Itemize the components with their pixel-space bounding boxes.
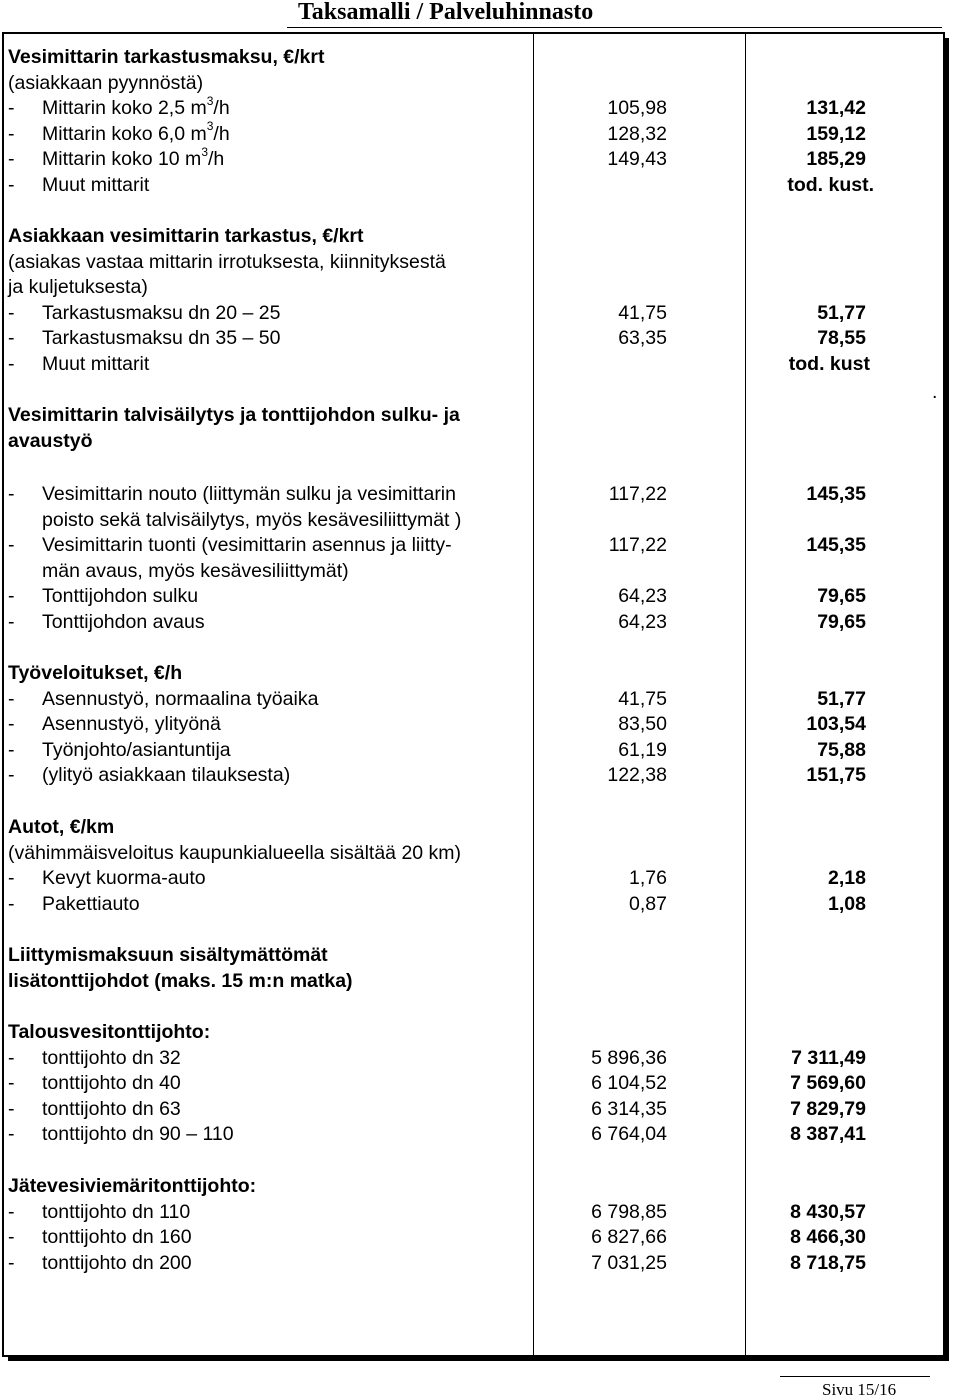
table-row: - Vesimittarin nouto (liittymän sulku ja vesimittarin 117,22 145,35 <box>8 482 928 508</box>
row-label: Mittarin koko 2,5 $m^3/h$ <box>42 93 230 120</box>
row-label-continuation: poisto sekä talvisäilytys, myös kesävesiliittymät ) <box>42 508 462 531</box>
row-label: Tarkastusmaksu dn 35 – 50 <box>42 327 281 350</box>
section-title-additional-service-pipes: Liittymismaksuun sisältymättömät <box>8 944 328 966</box>
table-row: - tonttijohto dn 32 5 896,36 7 311,49 <box>8 1046 928 1072</box>
row-label: Asennustyö, ylityönä <box>42 713 221 736</box>
row-label: Pakettiauto <box>42 892 140 915</box>
table-row: - Tonttijohdon avaus 64,23 79,65 <box>8 610 928 636</box>
price-vat-incl: 7 311,49 <box>791 1046 866 1069</box>
footer-rule <box>780 1376 930 1377</box>
price-vat0: 105,98 <box>607 97 667 120</box>
price-vat0: 6 104,52 <box>591 1072 667 1095</box>
section-subtitle: (asiakas vastaa mittarin irrotuksesta, kiinnityksestä <box>8 250 446 273</box>
header-rule <box>287 27 942 28</box>
section-subtitle: (asiakkaan pyynnöstä) <box>8 71 204 94</box>
section-title-meter-inspection-fee: Vesimittarin tarkastusmaksu, €/krt <box>8 46 325 68</box>
price-vat-incl: 7 829,79 <box>790 1097 866 1120</box>
price-vat-incl: 79,65 <box>817 585 866 608</box>
price-vat0: 6 314,35 <box>591 1097 667 1120</box>
row-label: Muut mittarit <box>42 174 150 196</box>
row-label: tonttijohto dn 40 <box>42 1072 181 1095</box>
section-title-labour-charges: Työveloitukset, €/h <box>8 662 183 684</box>
price-vat-incl: 131,42 <box>806 97 866 120</box>
table-row: - Kevyt kuorma-auto 1,76 2,18 <box>8 866 928 892</box>
price-vat-incl: 2,18 <box>828 867 866 890</box>
table-shadow-right <box>945 38 949 1361</box>
price-vat0: 128,32 <box>607 122 667 145</box>
price-vat0: 83,50 <box>618 713 667 736</box>
table-row: - Mittarin koko 2,5 $m^3/h$ 105,98 131,42 <box>8 96 928 122</box>
table-row-continuation <box>8 559 928 585</box>
price-vat0: 117,22 <box>608 483 667 505</box>
price-vat0: 0,87 <box>629 892 667 915</box>
table-row: - Asennustyö, normaalina työaika 41,75 51,77 <box>8 687 928 713</box>
price-vat-incl: 8 430,57 <box>790 1200 866 1223</box>
table-row: - (ylityö asiakkaan tilauksesta) 122,38 151,75 <box>8 763 928 789</box>
row-label: Tonttijohdon sulku <box>42 585 199 608</box>
price-vat0: 117,22 <box>608 534 667 557</box>
row-label: Asennustyö, normaalina työaika <box>42 687 319 710</box>
price-vat0: 64,23 <box>618 585 667 608</box>
row-label: Työnjohto/asiantuntija <box>42 738 231 761</box>
price-vat0: 5 896,36 <box>591 1046 667 1069</box>
table-row: - tonttijohto dn 63 6 314,35 7 829,79 <box>8 1097 928 1123</box>
price-vat-incl: tod. kust. <box>787 174 874 196</box>
table-row: - Muut mittarit tod. kust <box>8 352 928 378</box>
price-vat0: 6 798,85 <box>591 1200 667 1223</box>
price-vat0: 61,19 <box>618 738 667 761</box>
table-row: - tonttijohto dn 160 6 827,66 8 466,30 <box>8 1225 928 1251</box>
price-vat-incl: 8 466,30 <box>790 1226 866 1249</box>
table-row: - Mittarin koko 10 $m^3/h$ 149,43 185,29 <box>8 147 928 173</box>
table-row: - Asennustyö, ylityönä 83,50 103,54 <box>8 712 928 738</box>
price-vat-incl: 185,29 <box>806 148 866 171</box>
row-label: tonttijohto dn 90 – 110 <box>42 1123 234 1146</box>
price-vat0: 1,76 <box>629 867 667 890</box>
table-row: - Mittarin koko 6,0 $m^3/h$ 128,32 159,12 <box>8 122 928 148</box>
section-title-winter-storage: Vesimittarin talvisäilytys ja tonttijohdon sulku- ja <box>8 404 460 426</box>
table-shadow-bottom <box>8 1357 949 1361</box>
price-vat-incl: 79,65 <box>817 611 866 633</box>
price-vat-incl: 78,55 <box>817 327 866 350</box>
table-row: - Tonttijohdon sulku 64,23 79,65 <box>8 584 928 610</box>
price-vat0: 122,38 <box>607 764 667 787</box>
table-row: - tonttijohto dn 200 7 031,25 8 718,75 <box>8 1251 928 1277</box>
row-label: Mittarin koko 10 $m^3/h$ <box>42 144 225 171</box>
section-title-winter-storage-cont: avaustyö <box>8 429 93 452</box>
table-row: - Tarkastusmaksu dn 35 – 50 63,35 78,55 <box>8 326 928 352</box>
table-row: - Työnjohto/asiantuntija 61,19 75,88 <box>8 738 928 764</box>
row-label: Mittarin koko 6,0 $m^3/h$ <box>42 119 230 145</box>
price-vat-incl: 7 569,60 <box>790 1072 866 1095</box>
price-vat0: 63,35 <box>618 327 667 350</box>
price-vat-incl: 103,54 <box>806 713 866 736</box>
section-title-vehicles: Autot, €/km <box>8 816 115 838</box>
row-label: tonttijohto dn 160 <box>42 1226 192 1249</box>
price-vat-incl: 151,75 <box>806 764 866 787</box>
row-label: Kevyt kuorma-auto <box>42 867 206 890</box>
price-vat-incl: 8 718,75 <box>790 1251 866 1274</box>
table-row: - tonttijohto dn 40 6 104,52 7 569,60 <box>8 1071 928 1097</box>
price-vat-incl: 145,35 <box>806 534 866 557</box>
price-vat-incl: tod. kust <box>788 353 870 375</box>
row-label: tonttijohto dn 200 <box>42 1251 192 1274</box>
section-subtitle: ja kuljetuksesta) <box>8 276 148 299</box>
table-row: - Muut mittarit tod. kust. <box>8 173 928 199</box>
row-label: Vesimittarin tuonti (vesimittarin asennus ja liitty- <box>42 534 452 557</box>
table-row: - tonttijohto dn 110 6 798,85 8 430,57 <box>8 1200 928 1226</box>
price-vat-incl: 8 387,41 <box>790 1123 866 1146</box>
price-vat0: 6 764,04 <box>591 1123 667 1146</box>
price-vat-incl: 51,77 <box>817 301 866 324</box>
price-vat0: 149,43 <box>607 148 667 171</box>
row-label: Muut mittarit <box>42 353 150 375</box>
stray-dot: . <box>932 381 938 403</box>
price-vat-incl: 51,77 <box>817 687 866 710</box>
page-title: Taksamalli / Palveluhinnasto <box>298 0 594 25</box>
price-vat-incl: 145,35 <box>806 483 866 505</box>
row-label: tonttijohto dn 32 <box>42 1046 181 1069</box>
section-title-customer-meter-inspection: Asiakkaan vesimittarin tarkastus, €/krt <box>8 225 364 247</box>
price-vat0: 41,75 <box>618 687 667 710</box>
row-label: Tarkastusmaksu dn 20 – 25 <box>42 301 281 324</box>
price-vat0: 64,23 <box>618 611 667 633</box>
row-label: Tonttijohdon avaus <box>42 611 205 633</box>
price-vat0: 6 827,66 <box>591 1226 667 1249</box>
table-row-continuation <box>8 508 928 534</box>
price-vat0: 41,75 <box>618 301 667 324</box>
table-row: - tonttijohto dn 90 – 110 6 764,04 8 387,41 <box>8 1122 928 1148</box>
page-number: Sivu 15/16 <box>822 1380 897 1399</box>
row-label: Vesimittarin nouto (liittymän sulku ja vesimittarin <box>42 483 456 505</box>
section-subtitle: (vähimmäisveloitus kaupunkialueella sisältää 20 km) <box>8 841 462 864</box>
row-label: (ylityö asiakkaan tilauksesta) <box>42 764 291 787</box>
row-label-continuation: män avaus, myös kesävesiliittymät) <box>42 559 349 582</box>
price-vat-incl: 1,08 <box>828 892 866 915</box>
price-vat-incl: 159,12 <box>806 122 866 145</box>
table-row: - Pakettiauto 0,87 1,08 <box>8 892 928 918</box>
section-title-additional-service-pipes-cont: lisätonttijohdot (maks. 15 m:n matka) <box>8 969 353 992</box>
section-title-water-service-pipe: Talousvesitonttijohto: <box>8 1021 211 1043</box>
price-vat-incl: 75,88 <box>817 738 866 761</box>
table-row: - Tarkastusmaksu dn 20 – 25 41,75 51,77 <box>8 301 928 327</box>
row-label: tonttijohto dn 63 <box>42 1097 181 1120</box>
price-vat0: 7 031,25 <box>591 1251 667 1274</box>
section-title-wastewater-service-pipe: Jätevesiviemäritonttijohto: <box>8 1175 257 1197</box>
row-label: tonttijohto dn 110 <box>42 1200 191 1223</box>
table-row: - Vesimittarin tuonti (vesimittarin asennus ja liitty- 117,22 145,35 <box>8 533 928 559</box>
